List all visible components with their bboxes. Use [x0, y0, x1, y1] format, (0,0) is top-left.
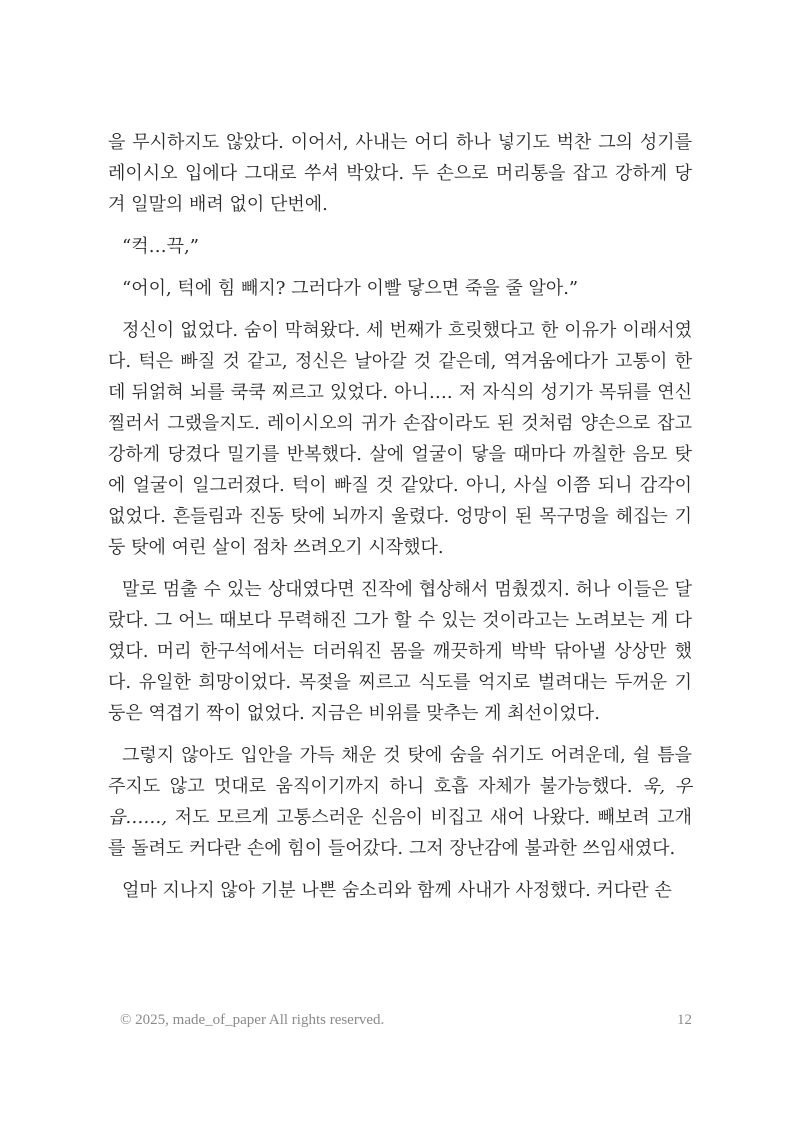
text-run: “어이, 턱에 힘 빼지? 그러다가 이빨 닿으면 죽을 줄 알아.”	[122, 278, 579, 299]
page-footer	[120, 1012, 692, 1029]
text-run: 얼마 지나지 않아 기분 나쁜 숨소리와 함께 사내가 사정했다. 커다란 손	[122, 880, 672, 901]
page-body	[108, 127, 692, 906]
body-paragraph	[108, 315, 692, 563]
body-paragraph	[108, 574, 692, 729]
page-number: 12	[677, 1012, 692, 1028]
body-paragraph	[108, 273, 692, 304]
italic-text-run: 욱, 우읍……,	[108, 776, 692, 828]
body-paragraph	[108, 875, 692, 906]
text-run: 그렇지 않아도 입안을 가득 채운 것 탓에 숨을 쉬기도 어려운데, 쉴 틈을 주지도 않고 멋대로 움직이기까지 하니 호흡 자체가 불가능했다.	[108, 745, 692, 797]
text-run: 을 무시하지도 않았다. 이어서, 사내는 어디 하나 넣기도 벅찬 그의 성기를 레이시오 입에다 그대로 쑤셔 박았다. 두 손으로 머리통을 잡고 강하게 당겨 일말의 배려 없이 단번에.	[108, 132, 692, 215]
text-run: 저도 모르게 고통스러운 신음이 비집고 새어 나왔다. 빼보려 고개를 돌려도 커다란 손에 힘이 들어갔다. 그저 장난감에 불과한 쓰임새였다.	[108, 807, 692, 859]
body-paragraph	[108, 231, 692, 262]
copyright-notice: © 2025, made_of_paper All rights reserved.	[120, 1012, 385, 1028]
text-run: 말로 멈출 수 있는 상대였다면 진작에 협상해서 멈췄겠지. 허나 이들은 달랐다. 그 어느 때보다 무력해진 그가 할 수 있는 것이라고는 노려보는 게 다였다. 머리 한구석에서는 더러워진 몸을 깨끗하게 박박 닦아낼 상상만 했다. 유일한 희망이었다. 목젖을 찌르고 식도를 억지로 벌려대는 두꺼운 기둥은 역겹기 짝이 없었다. 지금은 비위를 맞추는 게 최선이었다.	[108, 579, 692, 724]
text-run: “컥…끅,”	[122, 236, 199, 257]
body-paragraph	[108, 740, 692, 864]
text-run: 정신이 없었다. 숨이 막혀왔다. 세 번째가 흐릿했다고 한 이유가 이래서였다. 턱은 빠질 것 같고, 정신은 날아갈 것 같은데, 역겨움에다가 고통이 한데 뒤얽혀 뇌를 쿡쿡 찌르고 있었다. 아니…. 저 자식의 성기가 목뒤를 연신 찔러서 그랬을지도. 레이시오의 귀가 손잡이라도 된 것처럼 양손으로 잡고 강하게 당겼다 밀기를 반복했다. 살에 얼굴이 닿을 때마다 까칠한 음모 탓에 얼굴이 일그러졌다. 턱이 빠질 것 같았다. 아니, 사실 이쯤 되니 감각이 없었다. 흔들림과 진동 탓에 뇌까지 울렸다. 엉망이 된 목구멍을 헤집는 기둥 탓에 여린 살이 점차 쓰려오기 시작했다.	[108, 320, 692, 558]
body-paragraph	[108, 127, 692, 220]
